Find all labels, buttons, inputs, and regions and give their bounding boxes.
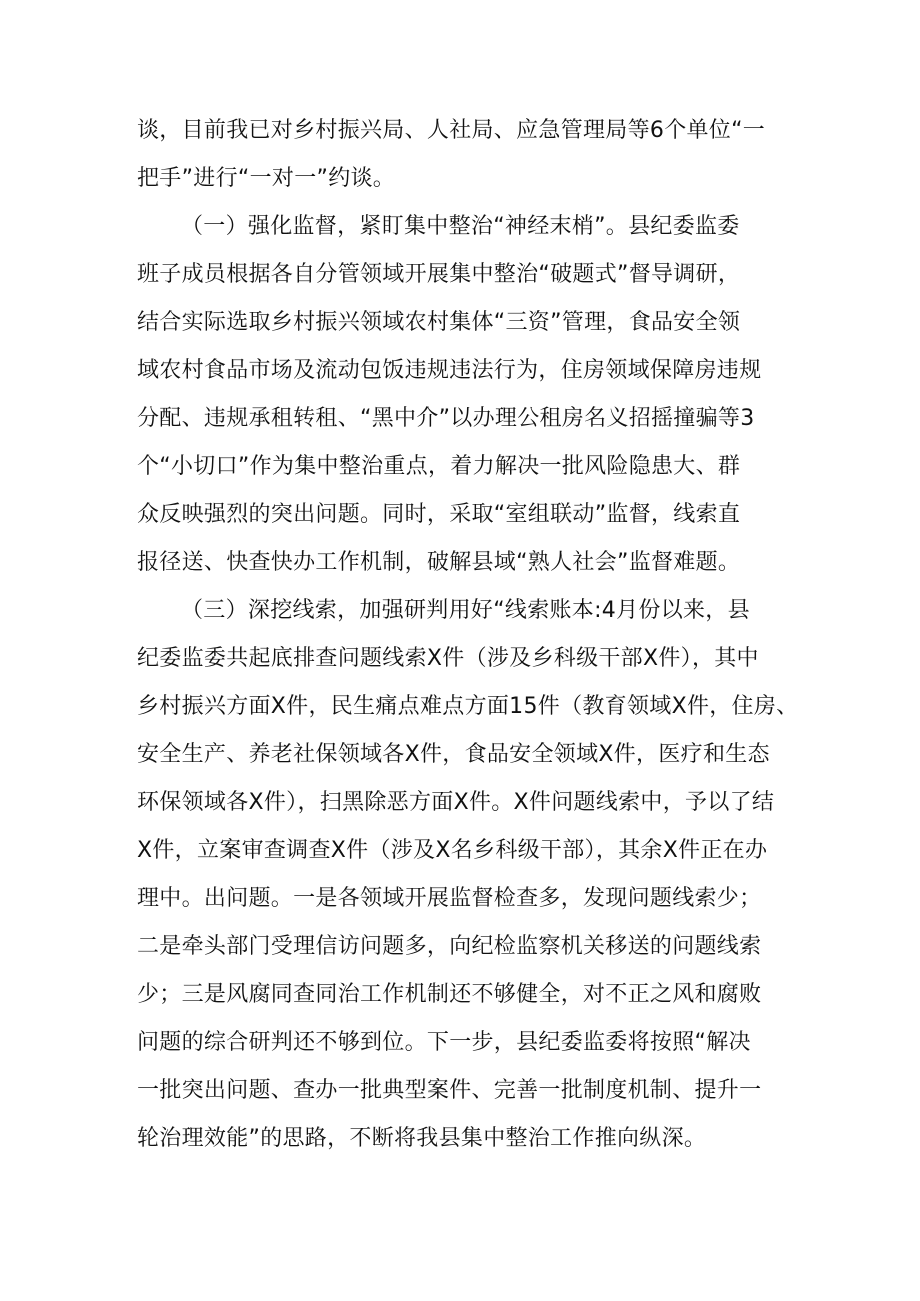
text-line: 轮治理效能”的思路，不断将我县集中整治工作推向纵深。 [137, 1126, 707, 1151]
text-line: X件，立案审查调查X件（涉及X名乡科级干部），其余X件正在办 [137, 838, 768, 863]
text-line: 众反映强烈的突出问题。同时，采取“室组联动”监督，线索直 [137, 502, 741, 527]
text-line: 少；三是风腐同查同治工作机制还不够健全，对不正之风和腐败 [137, 982, 762, 1007]
text-line: 个“小切口”作为集中整治重点，着力解决一批风险隐患大、群 [137, 454, 741, 479]
document-body [137, 107, 801, 1163]
text-line: 环保领域各X件），扫黑除恶方面X件。X件问题线索中，予以了结 [137, 790, 775, 815]
text-line: 分配、违规承租转租、“黑中介”以办理公租房名义招摇撞骗等3 [137, 406, 755, 431]
text-line: 把手”进行“一对一”约谈。 [137, 166, 396, 191]
text-line: 问题的综合研判还不够到位。下一步，县纪委监委将按照“解决 [137, 1030, 751, 1055]
text-line: 一批突出问题、查办一批典型案件、完善一批制度机制、提升一 [137, 1078, 762, 1103]
text-line: 结合实际选取乡村振兴领域农村集体“三资”管理，食品安全领 [137, 310, 741, 335]
text-line: （一）强化监督，紧盯集中整治“神经末梢”。县纪委监委 [181, 214, 740, 239]
text-line: 班子成员根据各自分管领域开展集中整治“破题式”督导调研， [137, 262, 741, 287]
text-line: 报径送、快查快办工作机制，破解县域“熟人社会”监督难题。 [137, 550, 741, 575]
text-line: 安全生产、养老社保领域各X件，食品安全领域X件，医疗和生态 [137, 742, 770, 767]
text-line: 域农村食品市场及流动包饭违规违法行为，住房领域保障房违规 [137, 358, 762, 383]
text-line: 纪委监委共起底排查问题线索X件（涉及乡科级干部X件），其中 [137, 646, 759, 671]
text-line: 乡村振兴方面X件，民生痛点难点方面15件（教育领域X件，住房、 [137, 694, 799, 719]
text-line: （三）深挖线索，加强研判用好“线索账本:4月份以来，县 [181, 598, 750, 623]
text-line: 二是牵头部门受理信访问题多，向纪检监察机关移送的问题线索 [137, 934, 762, 959]
text-line: 谈，目前我已对乡村振兴局、人社局、应急管理局等6个单位“一 [137, 118, 766, 143]
text-line: 理中。出问题。一是各领域开展监督检查多，发现问题线索少； [137, 886, 762, 911]
